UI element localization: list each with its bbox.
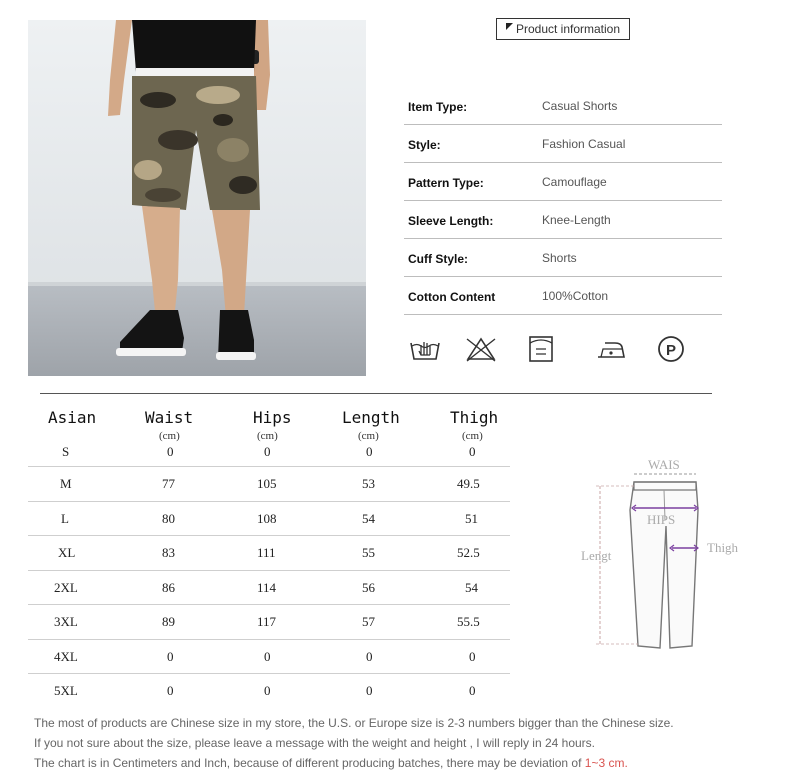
info-label: Item Type:	[408, 100, 468, 114]
diagram-waist-label: WAIS	[648, 457, 680, 472]
size-notes	[34, 713, 674, 773]
note-line-3	[34, 753, 674, 773]
size-row-l: L 80 108 54 51	[28, 502, 510, 537]
note-line-3-text: The chart is in Centimeters and Inch, because of different producing batches, there may be deviation of	[34, 756, 585, 770]
section-divider	[40, 393, 712, 394]
note-line-1: The most of products are Chinese size in my store, the U.S. or Europe size is 2-3 numbers bigger than the Chinese size.	[34, 716, 674, 730]
diagram-thigh-label: Thigh	[707, 540, 739, 555]
info-label: Style:	[408, 138, 441, 152]
info-value: Casual Shorts	[542, 99, 618, 113]
do-not-bleach-icon	[465, 335, 497, 363]
info-value: Fashion Casual	[542, 137, 626, 151]
product-photo	[28, 20, 366, 376]
info-row-item-type	[404, 87, 722, 125]
tumble-dry-icon	[527, 335, 559, 363]
info-row-pattern-type	[404, 163, 722, 201]
product-info-title: Product information	[515, 22, 621, 36]
header-waist: Waist	[145, 408, 194, 427]
info-row-style	[404, 125, 722, 163]
info-label: Cotton Content	[408, 290, 496, 304]
size-row-3xl: 3XL 89 117 57 55.5	[28, 605, 510, 640]
size-row-4xl: 4XL 0 0 0 0	[28, 640, 510, 675]
note-line-2: If you not sure about the size, please leave a message with the weight and height , I will reply in 24 hours.	[34, 736, 595, 750]
header-thigh: Thigh	[450, 408, 499, 427]
corner-flag-icon	[506, 23, 513, 30]
info-value: Shorts	[542, 251, 577, 265]
unit-waist: (cm)	[159, 430, 180, 442]
header-asian: Asian	[48, 408, 97, 427]
info-label: Cuff Style:	[408, 252, 468, 266]
size-row-s: S 0 0 0 0	[28, 444, 510, 467]
unit-hips: (cm)	[257, 430, 278, 442]
diagram-length-label: Lengt	[581, 548, 612, 563]
product-info-table	[404, 87, 722, 315]
info-value: Knee-Length	[542, 213, 611, 227]
measurement-diagram	[578, 450, 758, 660]
info-value: Camouflage	[542, 175, 607, 189]
header-length: Length	[342, 408, 400, 427]
info-label: Pattern Type:	[408, 176, 484, 190]
svg-text:P: P	[665, 342, 677, 359]
deviation-highlight: 1~3 cm.	[584, 756, 628, 770]
pants-outline	[630, 482, 698, 648]
header-hips: Hips	[253, 408, 292, 427]
size-table-header	[28, 400, 510, 446]
size-row-5xl: 5XL 0 0 0 0	[54, 683, 476, 698]
dry-clean-icon	[655, 335, 687, 363]
unit-thigh: (cm)	[462, 430, 483, 442]
size-chart-table	[28, 400, 510, 708]
size-row-xl: XL 83 111 55 52.5	[28, 536, 510, 571]
info-row-cuff-style	[404, 239, 722, 277]
size-row-2xl: 2XL 86 114 56 54	[28, 571, 510, 606]
unit-length: (cm)	[358, 430, 379, 442]
hand-wash-icon	[409, 335, 441, 363]
product-info-heading	[496, 18, 630, 40]
iron-icon	[595, 335, 627, 363]
info-row-sleeve-length	[404, 201, 722, 239]
info-value: 100%Cotton	[542, 289, 609, 303]
info-label: Sleeve Length:	[408, 214, 494, 228]
info-row-cotton-content	[404, 277, 722, 315]
diagram-hips-label: HIPS	[647, 512, 676, 527]
size-row-m: M 77 105 53 49.5	[28, 467, 510, 502]
